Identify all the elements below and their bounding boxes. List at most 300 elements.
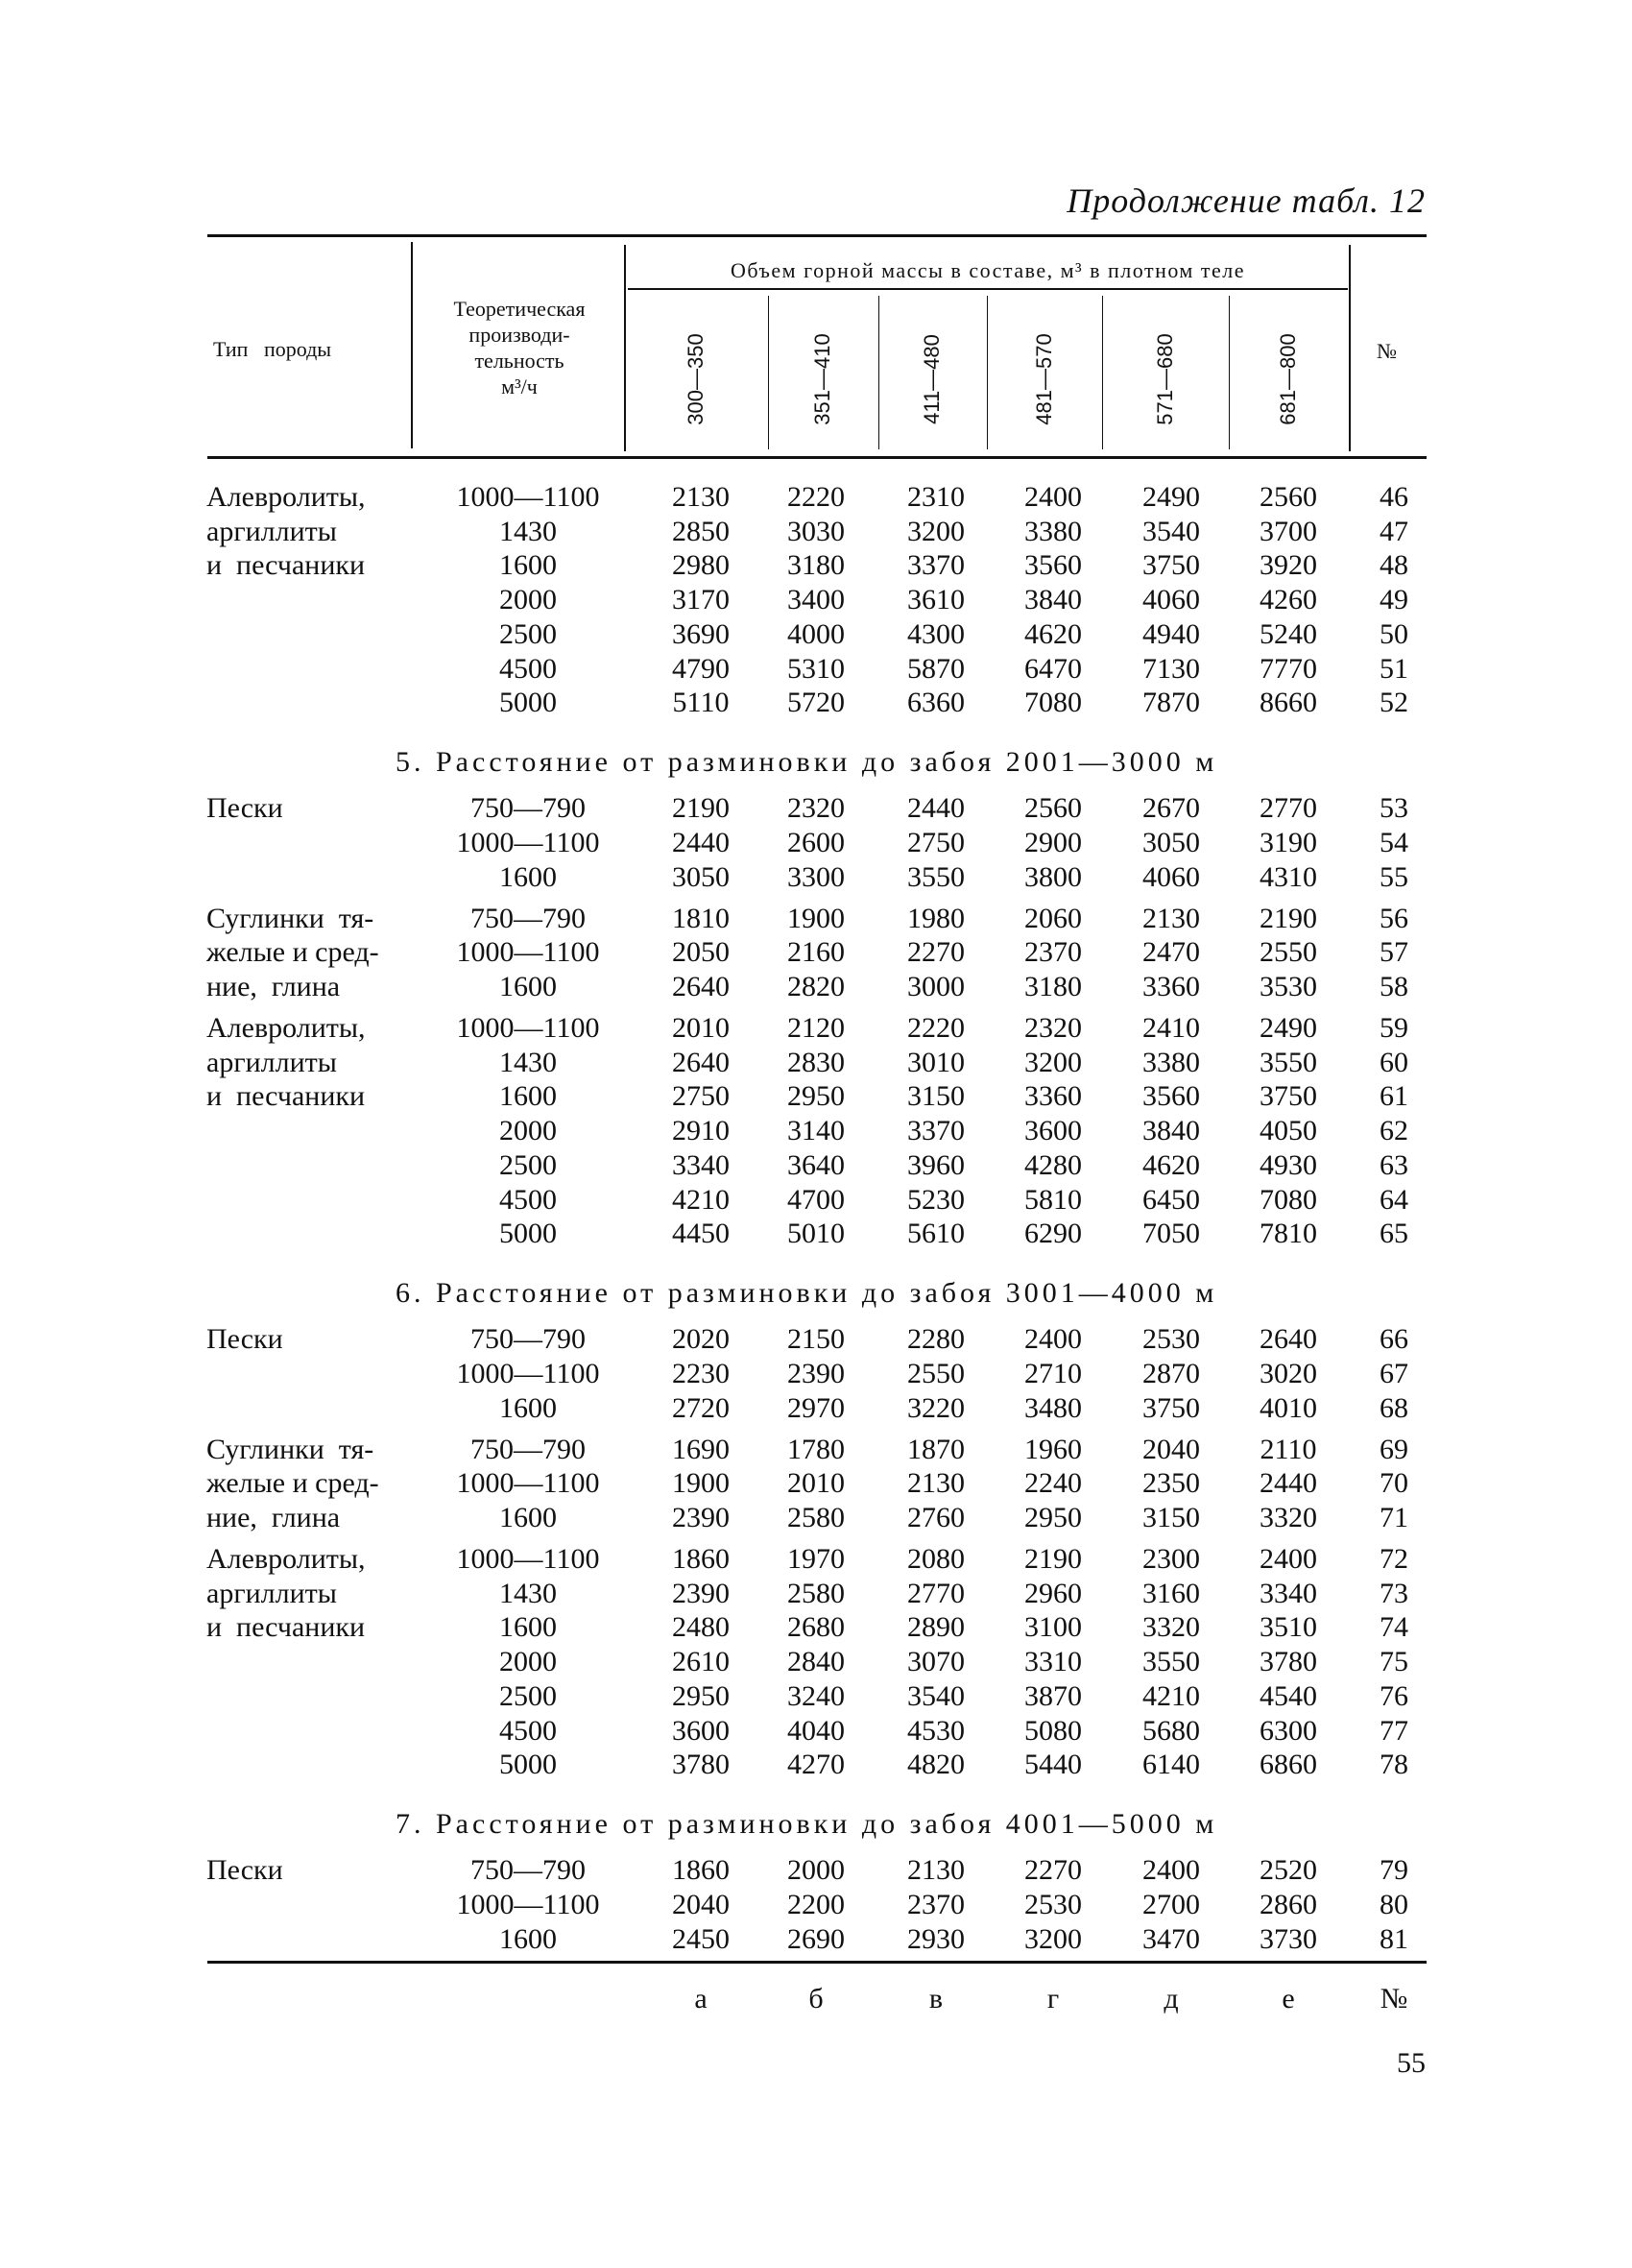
header-rock-type: Тип породы — [213, 337, 332, 361]
volume-value-cell: 2010 — [787, 1467, 845, 1500]
row-number-cell: 66 — [1380, 1323, 1408, 1356]
volume-value-cell: 3000 — [907, 971, 965, 1002]
volume-value-cell: 1810 — [672, 902, 730, 934]
volume-value-cell: 2000 — [787, 1854, 845, 1887]
volume-value-cell: 4540 — [1260, 1679, 1317, 1712]
row-number-cell: 68 — [1380, 1391, 1408, 1424]
productivity-cell: 1000—1100 — [456, 1467, 600, 1500]
column-letter: а — [694, 1983, 708, 2015]
volume-value-cell: 2530 — [1024, 1888, 1082, 1920]
row-number-cell: 53 — [1380, 792, 1408, 825]
volume-value-cell: 2770 — [907, 1577, 965, 1609]
volume-value-cell: 2200 — [787, 1888, 845, 1920]
rock-type-label: Пески — [206, 1323, 283, 1356]
volume-value-cell: 3050 — [672, 860, 730, 893]
divider — [411, 242, 413, 448]
volume-value-cell: 4620 — [1142, 1148, 1200, 1181]
volume-value-cell: 3600 — [672, 1714, 730, 1747]
volume-value-cell: 2190 — [1024, 1543, 1082, 1575]
volume-value-cell: 5110 — [672, 687, 730, 719]
volume-value-cell: 2950 — [1024, 1502, 1082, 1533]
volume-value-cell: 2720 — [672, 1391, 730, 1424]
productivity-cell: 1000—1100 — [456, 826, 600, 858]
column-letter: е — [1282, 1983, 1295, 2015]
volume-value-cell: 2600 — [787, 826, 845, 858]
header-number: № — [1377, 339, 1397, 363]
volume-value-cell: 3780 — [1260, 1646, 1317, 1678]
productivity-cell: 1000—1100 — [456, 481, 600, 513]
volume-value-cell: 6360 — [907, 687, 965, 719]
volume-value-cell: 4040 — [787, 1714, 845, 1747]
rock-type-label: ние, глина — [206, 971, 341, 1002]
row-number-cell: 60 — [1380, 1046, 1408, 1078]
column-letter: № — [1380, 1983, 1408, 2015]
volume-value-cell: 3610 — [907, 584, 965, 616]
volume-value-cell: 4300 — [907, 617, 965, 650]
volume-value-cell: 1980 — [907, 902, 965, 934]
row-number-cell: 63 — [1380, 1148, 1408, 1181]
rock-type-label: и песчаники — [206, 1611, 366, 1644]
volume-value-cell: 2390 — [672, 1577, 730, 1609]
row-number-cell: 75 — [1380, 1646, 1408, 1678]
rock-type-label: Алевролиты, — [206, 1543, 366, 1575]
volume-value-cell: 5080 — [1024, 1714, 1082, 1747]
volume-value-cell: 2560 — [1024, 792, 1082, 825]
rock-type-label: и песчаники — [206, 1080, 366, 1113]
volume-value-cell: 1860 — [672, 1543, 730, 1575]
row-number-cell: 65 — [1380, 1218, 1408, 1250]
volume-value-cell: 3730 — [1260, 1922, 1317, 1955]
volume-value-cell: 4280 — [1024, 1148, 1082, 1181]
volume-value-cell: 2530 — [1142, 1323, 1200, 1356]
rock-type-label: Алевролиты, — [206, 1012, 366, 1044]
header-bottom-rule — [207, 456, 1427, 459]
row-number-cell: 47 — [1380, 515, 1408, 547]
rock-type-label: аргиллиты — [206, 1046, 337, 1078]
volume-value-cell: 2220 — [787, 481, 845, 513]
productivity-cell: 5000 — [499, 687, 557, 719]
volume-value-cell: 6450 — [1142, 1183, 1200, 1216]
volume-value-cell: 3750 — [1142, 1391, 1200, 1424]
divider — [1349, 245, 1351, 451]
volume-value-cell: 2450 — [672, 1922, 730, 1955]
volume-value-cell: 3360 — [1024, 1080, 1082, 1113]
volume-value-cell: 3840 — [1024, 584, 1082, 616]
volume-value-cell: 2130 — [907, 1854, 965, 1887]
section-heading: 7. Расстояние от разминовки до забоя 4001—5000 м — [396, 1808, 1218, 1841]
volume-value-cell: 2970 — [787, 1391, 845, 1424]
row-number-cell: 64 — [1380, 1183, 1408, 1216]
volume-value-cell: 5810 — [1024, 1183, 1082, 1216]
volume-value-cell: 2640 — [672, 1046, 730, 1078]
volume-value-cell: 5680 — [1142, 1714, 1200, 1747]
header-range: 481—570 — [1032, 333, 1056, 425]
volume-value-cell: 5310 — [787, 652, 845, 685]
volume-value-cell: 3510 — [1260, 1611, 1317, 1644]
volume-value-cell: 3920 — [1260, 549, 1317, 582]
volume-value-cell: 3300 — [787, 860, 845, 893]
rock-type-label: желые и сред- — [206, 936, 379, 969]
section-heading: 6. Расстояние от разминовки до забоя 3001—4000 м — [396, 1277, 1218, 1310]
rock-type-label: аргиллиты — [206, 515, 337, 547]
volume-value-cell: 4060 — [1142, 584, 1200, 616]
productivity-cell: 1000—1100 — [456, 1012, 600, 1044]
volume-value-cell: 2160 — [787, 936, 845, 969]
volume-value-cell: 6300 — [1260, 1714, 1317, 1747]
volume-value-cell: 6470 — [1024, 652, 1082, 685]
volume-value-cell: 2820 — [787, 971, 845, 1002]
row-number-cell: 77 — [1380, 1714, 1408, 1747]
volume-value-cell: 4700 — [787, 1183, 845, 1216]
volume-value-cell: 2770 — [1260, 792, 1317, 825]
volume-value-cell: 6290 — [1024, 1218, 1082, 1250]
volume-value-cell: 2850 — [672, 515, 730, 547]
volume-value-cell: 4050 — [1260, 1115, 1317, 1147]
row-number-cell: 48 — [1380, 549, 1408, 582]
row-number-cell: 52 — [1380, 687, 1408, 719]
rock-type-label: Суглинки тя- — [206, 902, 374, 934]
volume-value-cell: 2750 — [672, 1080, 730, 1113]
volume-value-cell: 2440 — [672, 826, 730, 858]
row-number-cell: 56 — [1380, 902, 1408, 934]
volume-value-cell: 3750 — [1142, 549, 1200, 582]
column-letter: г — [1046, 1983, 1060, 2015]
volume-value-cell: 2400 — [1260, 1543, 1317, 1575]
volume-value-cell: 3030 — [787, 515, 845, 547]
volume-value-cell: 4210 — [672, 1183, 730, 1216]
volume-value-cell: 2130 — [907, 1467, 965, 1500]
volume-value-cell: 2350 — [1142, 1467, 1200, 1500]
volume-value-cell: 3370 — [907, 1115, 965, 1147]
volume-value-cell: 2690 — [787, 1922, 845, 1955]
row-number-cell: 57 — [1380, 936, 1408, 969]
volume-value-cell: 4270 — [787, 1749, 845, 1781]
row-number-cell: 54 — [1380, 826, 1408, 858]
volume-value-cell: 3780 — [672, 1749, 730, 1781]
row-number-cell: 70 — [1380, 1467, 1408, 1500]
volume-value-cell: 8660 — [1260, 687, 1317, 719]
table-bottom-rule — [207, 1961, 1427, 1964]
volume-value-cell: 3320 — [1142, 1611, 1200, 1644]
divider — [624, 245, 626, 451]
volume-value-cell: 2020 — [672, 1323, 730, 1356]
productivity-cell: 1430 — [499, 1577, 557, 1609]
volume-value-cell: 2310 — [907, 481, 965, 513]
productivity-cell: 2000 — [499, 1115, 557, 1147]
volume-value-cell: 3240 — [787, 1679, 845, 1712]
volume-value-cell: 3220 — [907, 1391, 965, 1424]
volume-value-cell: 3180 — [1024, 971, 1082, 1002]
volume-value-cell: 2440 — [907, 792, 965, 825]
header-productivity-line: м³/ч — [501, 374, 538, 398]
productivity-cell: 1430 — [499, 1046, 557, 1078]
volume-value-cell: 3480 — [1024, 1391, 1082, 1424]
volume-value-cell: 2490 — [1260, 1012, 1317, 1044]
volume-value-cell: 2470 — [1142, 936, 1200, 969]
volume-value-cell: 3340 — [672, 1148, 730, 1181]
volume-value-cell: 2640 — [672, 971, 730, 1002]
volume-value-cell: 2010 — [672, 1012, 730, 1044]
volume-value-cell: 3400 — [787, 584, 845, 616]
volume-value-cell: 2950 — [672, 1679, 730, 1712]
volume-value-cell: 2550 — [907, 1357, 965, 1389]
header-range: 681—800 — [1276, 333, 1300, 425]
volume-value-cell: 5720 — [787, 687, 845, 719]
row-number-cell: 81 — [1380, 1922, 1408, 1955]
volume-value-cell: 2400 — [1024, 1323, 1082, 1356]
volume-value-cell: 3200 — [1024, 1922, 1082, 1955]
productivity-cell: 1000—1100 — [456, 936, 600, 969]
volume-value-cell: 5870 — [907, 652, 965, 685]
volume-value-cell: 3600 — [1024, 1115, 1082, 1147]
volume-value-cell: 3180 — [787, 549, 845, 582]
row-number-cell: 80 — [1380, 1888, 1408, 1920]
row-number-cell: 72 — [1380, 1543, 1408, 1575]
volume-value-cell: 2270 — [1024, 1854, 1082, 1887]
productivity-cell: 1600 — [499, 1502, 557, 1533]
volume-value-cell: 2150 — [787, 1323, 845, 1356]
header-volume: Объем горной массы в составе, м³ в плотном теле — [731, 258, 1245, 282]
volume-value-cell: 4450 — [672, 1218, 730, 1250]
volume-value-cell: 1900 — [672, 1467, 730, 1500]
rock-type-label: Алевролиты, — [206, 481, 366, 513]
productivity-cell: 4500 — [499, 1714, 557, 1747]
volume-value-cell: 2190 — [1260, 902, 1317, 934]
rock-type-label: аргиллиты — [206, 1577, 337, 1609]
row-number-cell: 58 — [1380, 971, 1408, 1002]
volume-value-cell: 2320 — [1024, 1012, 1082, 1044]
productivity-cell: 750—790 — [470, 792, 586, 825]
volume-value-cell: 2950 — [787, 1080, 845, 1113]
productivity-cell: 1000—1100 — [456, 1543, 600, 1575]
volume-value-cell: 3140 — [787, 1115, 845, 1147]
volume-value-cell: 2520 — [1260, 1854, 1317, 1887]
volume-value-cell: 3200 — [1024, 1046, 1082, 1078]
productivity-cell: 4500 — [499, 1183, 557, 1216]
volume-value-cell: 2550 — [1260, 936, 1317, 969]
volume-value-cell: 3100 — [1024, 1611, 1082, 1644]
volume-value-cell: 1860 — [672, 1854, 730, 1887]
productivity-cell: 1600 — [499, 1080, 557, 1113]
volume-value-cell: 2860 — [1260, 1888, 1317, 1920]
volume-value-cell: 2580 — [787, 1577, 845, 1609]
volume-value-cell: 2220 — [907, 1012, 965, 1044]
volume-value-cell: 4060 — [1142, 860, 1200, 893]
volume-value-cell: 2700 — [1142, 1888, 1200, 1920]
volume-value-cell: 7810 — [1260, 1218, 1317, 1250]
productivity-cell: 1430 — [499, 515, 557, 547]
volume-value-cell: 3840 — [1142, 1115, 1200, 1147]
volume-value-cell: 1970 — [787, 1543, 845, 1575]
volume-value-cell: 2890 — [907, 1611, 965, 1644]
volume-value-cell: 2930 — [907, 1922, 965, 1955]
header-range: 300—350 — [684, 333, 708, 425]
volume-value-cell: 4210 — [1142, 1679, 1200, 1712]
volume-value-cell: 3550 — [1260, 1046, 1317, 1078]
row-number-cell: 69 — [1380, 1433, 1408, 1465]
volume-value-cell: 5230 — [907, 1183, 965, 1216]
volume-value-cell: 2110 — [1260, 1433, 1317, 1465]
volume-value-cell: 2320 — [787, 792, 845, 825]
row-number-cell: 71 — [1380, 1502, 1408, 1533]
volume-value-cell: 3540 — [1142, 515, 1200, 547]
volume-value-cell: 3560 — [1024, 549, 1082, 582]
volume-value-cell: 7080 — [1024, 687, 1082, 719]
productivity-cell: 1600 — [499, 860, 557, 893]
volume-value-cell: 4820 — [907, 1749, 965, 1781]
divider — [768, 296, 769, 449]
volume-value-cell: 5010 — [787, 1218, 845, 1250]
volume-value-cell: 3640 — [787, 1148, 845, 1181]
volume-value-cell: 4530 — [907, 1714, 965, 1747]
volume-value-cell: 2760 — [907, 1502, 965, 1533]
volume-value-cell: 6860 — [1260, 1749, 1317, 1781]
volume-value-cell: 2840 — [787, 1646, 845, 1678]
row-number-cell: 73 — [1380, 1577, 1408, 1609]
volume-value-cell: 7080 — [1260, 1183, 1317, 1216]
productivity-cell: 5000 — [499, 1749, 557, 1781]
volume-value-cell: 6140 — [1142, 1749, 1200, 1781]
volume-value-cell: 2640 — [1260, 1323, 1317, 1356]
row-number-cell: 76 — [1380, 1679, 1408, 1712]
volume-value-cell: 3550 — [907, 860, 965, 893]
volume-value-cell: 2680 — [787, 1611, 845, 1644]
volume-value-cell: 1690 — [672, 1433, 730, 1465]
volume-value-cell: 3050 — [1142, 826, 1200, 858]
rock-type-label: Пески — [206, 1854, 283, 1887]
rock-type-label: ние, глина — [206, 1502, 341, 1533]
volume-value-cell: 2270 — [907, 936, 965, 969]
column-letter: д — [1164, 1983, 1179, 2015]
row-number-cell: 51 — [1380, 652, 1408, 685]
volume-value-cell: 3190 — [1260, 826, 1317, 858]
volume-value-cell: 2040 — [1142, 1433, 1200, 1465]
volume-value-cell: 3700 — [1260, 515, 1317, 547]
volume-value-cell: 7050 — [1142, 1218, 1200, 1250]
volume-value-cell: 2580 — [787, 1502, 845, 1533]
header-range: 351—410 — [810, 333, 834, 425]
productivity-cell: 750—790 — [470, 902, 586, 934]
volume-value-cell: 3150 — [907, 1080, 965, 1113]
volume-value-cell: 7770 — [1260, 652, 1317, 685]
volume-value-cell: 3370 — [907, 549, 965, 582]
volume-value-cell: 7870 — [1142, 687, 1200, 719]
volume-value-cell: 2370 — [1024, 936, 1082, 969]
productivity-cell: 1600 — [499, 549, 557, 582]
divider — [1229, 296, 1230, 449]
volume-value-cell: 3310 — [1024, 1646, 1082, 1678]
volume-value-cell: 2400 — [1142, 1854, 1200, 1887]
volume-value-cell: 3170 — [672, 584, 730, 616]
volume-value-cell: 2190 — [672, 792, 730, 825]
volume-value-cell: 3560 — [1142, 1080, 1200, 1113]
top-rule — [207, 234, 1427, 237]
productivity-cell: 750—790 — [470, 1433, 586, 1465]
volume-value-cell: 2400 — [1024, 481, 1082, 513]
volume-value-cell: 2280 — [907, 1323, 965, 1356]
volume-value-cell: 3530 — [1260, 971, 1317, 1002]
volume-value-cell: 2370 — [907, 1888, 965, 1920]
volume-value-cell: 2060 — [1024, 902, 1082, 934]
volume-value-cell: 4010 — [1260, 1391, 1317, 1424]
volume-value-cell: 2480 — [672, 1611, 730, 1644]
volume-value-cell: 4000 — [787, 617, 845, 650]
productivity-cell: 1000—1100 — [456, 1357, 600, 1389]
productivity-cell: 2500 — [499, 617, 557, 650]
row-number-cell: 46 — [1380, 481, 1408, 513]
volume-value-cell: 2240 — [1024, 1467, 1082, 1500]
row-number-cell: 74 — [1380, 1611, 1408, 1644]
rock-type-label: желые и сред- — [206, 1467, 379, 1500]
volume-value-cell: 2440 — [1260, 1467, 1317, 1500]
volume-value-cell: 1780 — [787, 1433, 845, 1465]
row-number-cell: 55 — [1380, 860, 1408, 893]
volume-value-cell: 3320 — [1260, 1502, 1317, 1533]
volume-value-cell: 2980 — [672, 549, 730, 582]
productivity-cell: 2500 — [499, 1679, 557, 1712]
volume-value-cell: 3750 — [1260, 1080, 1317, 1113]
volume-value-cell: 2750 — [907, 826, 965, 858]
volume-value-cell: 3960 — [907, 1148, 965, 1181]
productivity-cell: 1600 — [499, 1391, 557, 1424]
volume-value-cell: 7130 — [1142, 652, 1200, 685]
volume-value-cell: 1900 — [787, 902, 845, 934]
volume-value-cell: 5610 — [907, 1218, 965, 1250]
rock-type-label: Суглинки тя- — [206, 1433, 374, 1465]
productivity-cell: 2500 — [499, 1148, 557, 1181]
volume-value-cell: 3200 — [907, 515, 965, 547]
table-continuation-title: Продолжение табл. 12 — [1067, 181, 1426, 220]
volume-value-cell: 4930 — [1260, 1148, 1317, 1181]
volume-value-cell: 2300 — [1142, 1543, 1200, 1575]
volume-value-cell: 4940 — [1142, 617, 1200, 650]
volume-value-cell: 4310 — [1260, 860, 1317, 893]
divider — [987, 296, 988, 449]
volume-value-cell: 5240 — [1260, 617, 1317, 650]
productivity-cell: 1600 — [499, 1611, 557, 1644]
volume-value-cell: 2900 — [1024, 826, 1082, 858]
row-number-cell: 62 — [1380, 1115, 1408, 1147]
volume-value-cell: 2560 — [1260, 481, 1317, 513]
header-productivity — [415, 296, 624, 399]
productivity-cell: 2000 — [499, 584, 557, 616]
volume-value-cell: 3010 — [907, 1046, 965, 1078]
productivity-cell: 750—790 — [470, 1854, 586, 1887]
volume-value-cell: 3380 — [1024, 515, 1082, 547]
volume-value-cell: 2610 — [672, 1646, 730, 1678]
volume-value-cell: 5440 — [1024, 1749, 1082, 1781]
rock-type-label: и песчаники — [206, 549, 366, 582]
section-heading: 5. Расстояние от разминовки до забоя 2001—3000 м — [396, 746, 1218, 779]
volume-value-cell: 3800 — [1024, 860, 1082, 893]
volume-value-cell: 3070 — [907, 1646, 965, 1678]
volume-value-cell: 2040 — [672, 1888, 730, 1920]
volume-value-cell: 3470 — [1142, 1922, 1200, 1955]
volume-value-cell: 3550 — [1142, 1646, 1200, 1678]
volume-value-cell: 2130 — [1142, 902, 1200, 934]
divider — [1102, 296, 1103, 449]
volume-value-cell: 1960 — [1024, 1433, 1082, 1465]
column-letter: б — [808, 1983, 824, 2015]
volume-value-cell: 2830 — [787, 1046, 845, 1078]
row-number-cell: 61 — [1380, 1080, 1408, 1113]
volume-value-cell: 3380 — [1142, 1046, 1200, 1078]
volume-value-cell: 3690 — [672, 617, 730, 650]
volume-value-cell: 2960 — [1024, 1577, 1082, 1609]
productivity-cell: 4500 — [499, 652, 557, 685]
volume-value-cell: 3870 — [1024, 1679, 1082, 1712]
volume-value-cell: 2870 — [1142, 1357, 1200, 1389]
